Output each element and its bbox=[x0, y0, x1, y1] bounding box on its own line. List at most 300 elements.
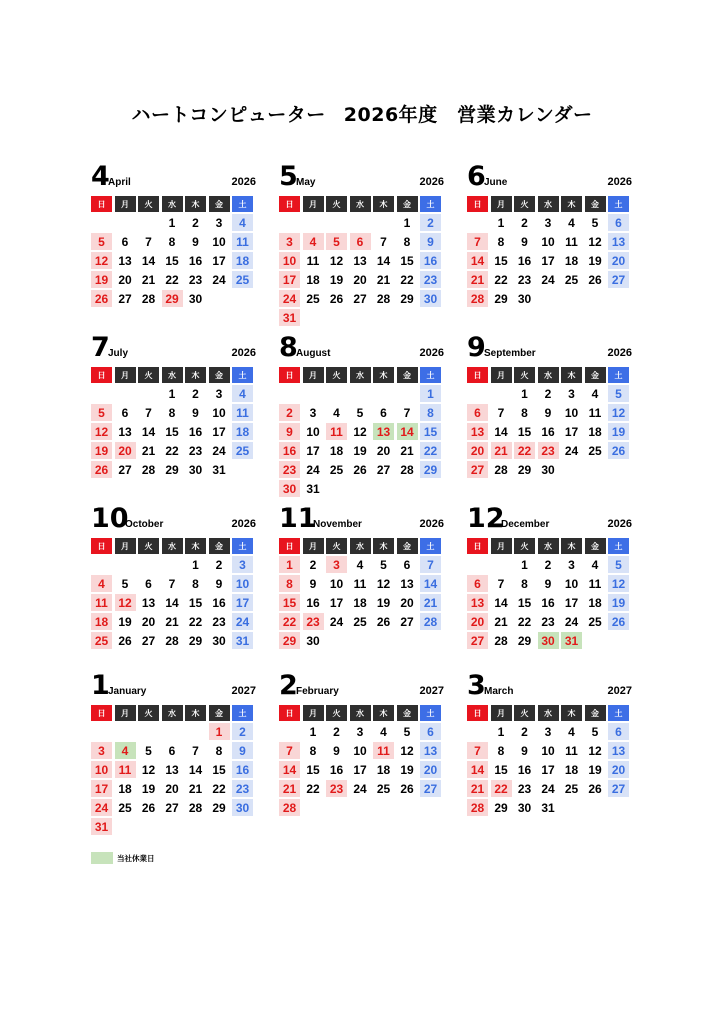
weekday-header: 木 bbox=[373, 538, 394, 554]
weekday-header: 木 bbox=[561, 538, 582, 554]
day-cell: 9 bbox=[544, 405, 552, 420]
day-cell: 26 bbox=[118, 633, 132, 648]
day-cell: 8 bbox=[403, 234, 411, 249]
day-cell: 5 bbox=[91, 404, 112, 421]
month-year: 2026 bbox=[419, 176, 444, 188]
empty-cell bbox=[138, 214, 159, 231]
day-cell: 18 bbox=[353, 595, 367, 610]
month-number: 3 bbox=[467, 670, 486, 701]
day-cell: 31 bbox=[306, 481, 320, 496]
day-cell: 31 bbox=[561, 632, 582, 649]
day-cell: 18 bbox=[564, 253, 579, 268]
day-cell: 17 bbox=[232, 594, 253, 611]
day-cell: 1 bbox=[209, 723, 230, 740]
empty-cell bbox=[162, 723, 183, 740]
day-cell: 28 bbox=[494, 462, 508, 477]
month-year: 2026 bbox=[419, 347, 444, 359]
day-cell: 2 bbox=[521, 724, 528, 739]
weekday-header: 火 bbox=[326, 196, 347, 212]
day-cell: 20 bbox=[400, 595, 414, 610]
weekday-header: 土 bbox=[420, 196, 441, 212]
month-year: 2026 bbox=[607, 347, 632, 359]
empty-cell bbox=[279, 385, 300, 402]
month-name: February bbox=[296, 686, 339, 697]
day-cell: 8 bbox=[168, 405, 176, 420]
day-cell: 7 bbox=[192, 743, 199, 758]
weekday-header: 月 bbox=[115, 705, 136, 721]
empty-cell bbox=[467, 723, 488, 740]
day-cell: 11 bbox=[115, 761, 136, 778]
day-cell: 26 bbox=[588, 272, 602, 287]
day-cell: 3 bbox=[544, 724, 552, 739]
day-cell: 26 bbox=[329, 291, 344, 306]
day-grid bbox=[279, 538, 441, 649]
day-cell: 5 bbox=[591, 215, 599, 230]
weekday-header: 土 bbox=[608, 705, 629, 721]
day-cell: 23 bbox=[212, 614, 226, 629]
day-cell: 30 bbox=[232, 799, 253, 816]
day-cell: 8 bbox=[521, 576, 528, 591]
day-cell: 18 bbox=[564, 762, 579, 777]
empty-cell bbox=[279, 214, 300, 231]
day-cell: 29 bbox=[162, 290, 183, 307]
day-cell: 4 bbox=[380, 724, 387, 739]
day-cell: 17 bbox=[212, 424, 226, 439]
day-cell: 19 bbox=[608, 594, 629, 611]
day-cell: 11 bbox=[353, 576, 367, 591]
weekday-header: 木 bbox=[561, 367, 582, 383]
day-cell: 17 bbox=[306, 443, 320, 458]
day-cell: 30 bbox=[541, 462, 555, 477]
day-cell: 30 bbox=[517, 800, 532, 815]
day-cell: 14 bbox=[141, 253, 156, 268]
day-cell: 4 bbox=[333, 405, 340, 420]
day-cell: 15 bbox=[212, 762, 226, 777]
day-cell: 20 bbox=[141, 614, 156, 629]
empty-cell bbox=[162, 556, 183, 573]
weekday-header: 日 bbox=[467, 367, 488, 383]
day-cell: 21 bbox=[420, 594, 441, 611]
day-cell: 22 bbox=[517, 614, 532, 629]
day-cell: 11 bbox=[232, 233, 253, 250]
day-cell: 11 bbox=[588, 405, 602, 420]
day-cell: 12 bbox=[608, 404, 629, 421]
day-cell: 16 bbox=[329, 762, 344, 777]
day-cell: 1 bbox=[403, 215, 411, 230]
day-cell: 19 bbox=[588, 762, 602, 777]
day-grid bbox=[279, 367, 441, 497]
day-cell: 24 bbox=[329, 614, 344, 629]
weekday-header: 火 bbox=[514, 705, 535, 721]
month-year: 2027 bbox=[231, 685, 256, 697]
weekday-header: 土 bbox=[608, 196, 629, 212]
day-cell: 14 bbox=[467, 252, 488, 269]
weekday-header: 水 bbox=[350, 367, 371, 383]
day-cell: 2 bbox=[309, 557, 317, 572]
day-cell: 22 bbox=[212, 781, 226, 796]
day-cell: 6 bbox=[121, 405, 129, 420]
day-cell: 21 bbox=[494, 614, 508, 629]
day-cell: 15 bbox=[400, 253, 414, 268]
day-cell: 19 bbox=[376, 595, 391, 610]
weekday-header: 土 bbox=[420, 705, 441, 721]
day-cell: 2 bbox=[333, 724, 340, 739]
empty-cell bbox=[138, 556, 159, 573]
empty-cell bbox=[303, 385, 324, 402]
day-cell: 13 bbox=[467, 423, 488, 440]
day-grid bbox=[467, 367, 629, 478]
day-cell: 6 bbox=[168, 743, 176, 758]
month-number: 5 bbox=[279, 161, 298, 192]
month-july bbox=[91, 331, 256, 477]
weekday-header: 火 bbox=[326, 705, 347, 721]
month-number: 8 bbox=[279, 332, 298, 363]
day-cell: 16 bbox=[541, 595, 555, 610]
day-cell: 11 bbox=[232, 404, 253, 421]
day-cell: 28 bbox=[141, 462, 156, 477]
weekday-header: 日 bbox=[91, 705, 112, 721]
empty-cell bbox=[91, 385, 112, 402]
day-cell: 26 bbox=[91, 461, 112, 478]
day-grid bbox=[467, 196, 629, 307]
day-cell: 16 bbox=[232, 761, 253, 778]
day-cell: 16 bbox=[279, 442, 300, 459]
day-cell: 27 bbox=[467, 632, 488, 649]
day-cell: 18 bbox=[588, 424, 602, 439]
day-cell: 25 bbox=[118, 800, 132, 815]
day-cell: 8 bbox=[497, 743, 505, 758]
day-cell: 22 bbox=[279, 613, 300, 630]
day-cell: 3 bbox=[309, 405, 317, 420]
day-cell: 12 bbox=[353, 424, 367, 439]
day-cell: 26 bbox=[588, 781, 602, 796]
day-cell: 24 bbox=[232, 613, 253, 630]
day-cell: 22 bbox=[306, 781, 320, 796]
empty-cell bbox=[279, 723, 300, 740]
weekday-header: 土 bbox=[420, 538, 441, 554]
month-header bbox=[91, 502, 256, 532]
weekday-header: 水 bbox=[538, 705, 559, 721]
day-cell: 28 bbox=[376, 291, 391, 306]
day-cell: 14 bbox=[188, 762, 203, 777]
day-cell: 25 bbox=[91, 632, 112, 649]
day-cell: 18 bbox=[118, 781, 132, 796]
day-cell: 10 bbox=[541, 234, 555, 249]
weekday-header: 金 bbox=[209, 196, 230, 212]
day-cell: 26 bbox=[400, 781, 414, 796]
day-cell: 5 bbox=[608, 385, 629, 402]
day-grid bbox=[91, 196, 253, 307]
month-number: 7 bbox=[91, 332, 110, 363]
day-cell: 17 bbox=[541, 253, 555, 268]
weekday-header: 金 bbox=[585, 538, 606, 554]
day-cell: 7 bbox=[168, 576, 176, 591]
day-cell: 24 bbox=[279, 290, 300, 307]
day-cell: 28 bbox=[420, 613, 441, 630]
month-may bbox=[279, 160, 444, 325]
day-cell: 23 bbox=[517, 781, 532, 796]
month-april bbox=[91, 160, 256, 306]
weekday-header: 月 bbox=[491, 705, 512, 721]
day-cell: 8 bbox=[168, 234, 176, 249]
month-header bbox=[91, 331, 256, 361]
day-cell: 8 bbox=[309, 743, 317, 758]
day-cell: 9 bbox=[215, 576, 223, 591]
weekday-header: 月 bbox=[491, 367, 512, 383]
day-cell: 24 bbox=[564, 614, 579, 629]
day-cell: 19 bbox=[141, 781, 156, 796]
day-cell: 26 bbox=[376, 614, 391, 629]
day-cell: 25 bbox=[564, 781, 579, 796]
month-header bbox=[279, 160, 444, 190]
day-cell: 10 bbox=[564, 576, 579, 591]
empty-cell bbox=[138, 723, 159, 740]
day-cell: 17 bbox=[353, 762, 367, 777]
weekday-header: 水 bbox=[538, 367, 559, 383]
day-cell: 28 bbox=[141, 291, 156, 306]
day-cell: 12 bbox=[608, 575, 629, 592]
day-cell: 9 bbox=[279, 423, 300, 440]
day-cell: 7 bbox=[420, 556, 441, 573]
day-cell: 31 bbox=[279, 309, 300, 326]
day-cell: 13 bbox=[118, 424, 132, 439]
weekday-header: 火 bbox=[138, 196, 159, 212]
day-cell: 8 bbox=[521, 405, 528, 420]
month-march bbox=[467, 669, 632, 815]
month-number: 6 bbox=[467, 161, 486, 192]
day-cell: 5 bbox=[326, 233, 347, 250]
day-cell: 5 bbox=[608, 556, 629, 573]
day-cell: 20 bbox=[165, 781, 179, 796]
day-cell: 22 bbox=[165, 272, 179, 287]
day-grid bbox=[467, 538, 629, 649]
day-cell: 27 bbox=[118, 462, 132, 477]
day-cell: 23 bbox=[303, 613, 324, 630]
month-august bbox=[279, 331, 444, 496]
empty-cell bbox=[373, 214, 394, 231]
weekday-header: 月 bbox=[491, 196, 512, 212]
day-cell: 24 bbox=[353, 781, 367, 796]
weekday-header: 火 bbox=[138, 705, 159, 721]
day-cell: 3 bbox=[215, 386, 223, 401]
day-cell: 23 bbox=[326, 780, 347, 797]
weekday-header: 火 bbox=[326, 538, 347, 554]
day-cell: 12 bbox=[115, 594, 136, 611]
empty-cell bbox=[326, 385, 347, 402]
month-header bbox=[279, 331, 444, 361]
day-cell: 27 bbox=[400, 614, 414, 629]
weekday-header: 水 bbox=[162, 196, 183, 212]
day-cell: 7 bbox=[380, 234, 387, 249]
day-cell: 23 bbox=[517, 272, 532, 287]
day-cell: 29 bbox=[212, 800, 226, 815]
day-cell: 11 bbox=[326, 423, 347, 440]
day-cell: 3 bbox=[356, 724, 364, 739]
day-cell: 8 bbox=[192, 576, 199, 591]
month-header bbox=[279, 669, 444, 699]
day-cell: 12 bbox=[376, 576, 391, 591]
day-cell: 7 bbox=[497, 576, 505, 591]
day-cell: 4 bbox=[232, 385, 253, 402]
month-year: 2026 bbox=[231, 347, 256, 359]
day-cell: 6 bbox=[467, 404, 488, 421]
day-cell: 7 bbox=[497, 405, 505, 420]
month-name: March bbox=[484, 686, 514, 697]
page-title bbox=[0, 100, 724, 127]
weekday-header: 日 bbox=[467, 196, 488, 212]
month-header bbox=[467, 502, 632, 532]
day-cell: 6 bbox=[420, 723, 441, 740]
day-cell: 16 bbox=[541, 424, 555, 439]
day-cell: 12 bbox=[400, 743, 414, 758]
day-cell: 1 bbox=[168, 215, 176, 230]
day-cell: 14 bbox=[467, 761, 488, 778]
company-name: ハートコンピューター bbox=[131, 104, 326, 126]
day-cell: 1 bbox=[168, 386, 176, 401]
day-cell: 26 bbox=[353, 462, 367, 477]
month-header bbox=[467, 160, 632, 190]
weekday-header: 水 bbox=[162, 367, 183, 383]
month-name: July bbox=[108, 348, 129, 359]
day-cell: 15 bbox=[517, 595, 532, 610]
weekday-header: 火 bbox=[514, 196, 535, 212]
day-cell: 18 bbox=[329, 443, 344, 458]
day-cell: 25 bbox=[306, 291, 320, 306]
day-cell: 7 bbox=[467, 233, 488, 250]
empty-cell bbox=[491, 556, 512, 573]
day-cell: 15 bbox=[165, 424, 179, 439]
weekday-header: 木 bbox=[373, 705, 394, 721]
day-cell: 9 bbox=[333, 743, 340, 758]
day-cell: 2 bbox=[521, 215, 528, 230]
day-cell: 13 bbox=[608, 233, 629, 250]
day-cell: 23 bbox=[541, 614, 555, 629]
day-cell: 19 bbox=[353, 443, 367, 458]
weekday-header: 火 bbox=[514, 367, 535, 383]
day-cell: 15 bbox=[306, 762, 320, 777]
day-cell: 6 bbox=[380, 405, 387, 420]
weekday-header: 木 bbox=[185, 196, 206, 212]
weekday-header: 金 bbox=[585, 367, 606, 383]
day-cell: 5 bbox=[403, 724, 411, 739]
day-cell: 28 bbox=[165, 633, 179, 648]
day-cell: 13 bbox=[420, 742, 441, 759]
weekday-header: 月 bbox=[115, 538, 136, 554]
day-cell: 16 bbox=[517, 762, 532, 777]
day-cell: 4 bbox=[232, 214, 253, 231]
weekday-header: 木 bbox=[373, 367, 394, 383]
weekday-header: 土 bbox=[608, 367, 629, 383]
day-cell: 4 bbox=[356, 557, 364, 572]
weekday-header: 火 bbox=[138, 367, 159, 383]
day-grid bbox=[467, 705, 629, 816]
weekday-header: 金 bbox=[397, 538, 418, 554]
day-cell: 13 bbox=[608, 742, 629, 759]
day-cell: 17 bbox=[564, 424, 579, 439]
day-cell: 16 bbox=[212, 595, 226, 610]
empty-cell bbox=[350, 385, 371, 402]
day-cell: 16 bbox=[188, 253, 203, 268]
month-number: 9 bbox=[467, 332, 486, 363]
day-cell: 9 bbox=[232, 742, 253, 759]
empty-cell bbox=[91, 723, 112, 740]
day-cell: 26 bbox=[608, 442, 629, 459]
day-cell: 7 bbox=[467, 742, 488, 759]
day-cell: 20 bbox=[467, 442, 488, 459]
day-cell: 7 bbox=[145, 405, 152, 420]
day-cell: 21 bbox=[491, 442, 512, 459]
weekday-header: 日 bbox=[467, 538, 488, 554]
day-cell: 9 bbox=[420, 233, 441, 250]
day-cell: 13 bbox=[467, 594, 488, 611]
empty-cell bbox=[115, 214, 136, 231]
day-cell: 30 bbox=[212, 633, 226, 648]
month-name: May bbox=[296, 177, 316, 188]
day-cell: 14 bbox=[279, 761, 300, 778]
closed-day-label: 当社休業日 bbox=[117, 853, 155, 863]
day-cell: 21 bbox=[400, 443, 414, 458]
day-cell: 22 bbox=[494, 272, 508, 287]
weekday-header: 火 bbox=[138, 538, 159, 554]
day-cell: 17 bbox=[329, 595, 344, 610]
day-cell: 29 bbox=[517, 462, 532, 477]
empty-cell bbox=[303, 214, 324, 231]
weekday-header: 日 bbox=[279, 705, 300, 721]
day-cell: 18 bbox=[232, 423, 253, 440]
day-cell: 14 bbox=[494, 595, 508, 610]
day-cell: 3 bbox=[215, 215, 223, 230]
month-year: 2026 bbox=[607, 518, 632, 530]
day-cell: 6 bbox=[403, 557, 411, 572]
day-cell: 14 bbox=[494, 424, 508, 439]
empty-cell bbox=[467, 214, 488, 231]
day-cell: 6 bbox=[350, 233, 371, 250]
empty-cell bbox=[326, 214, 347, 231]
day-cell: 4 bbox=[591, 557, 599, 572]
day-grid bbox=[279, 196, 441, 326]
day-cell: 12 bbox=[91, 423, 112, 440]
day-cell: 4 bbox=[568, 724, 575, 739]
day-cell: 22 bbox=[491, 780, 512, 797]
day-cell: 20 bbox=[115, 442, 136, 459]
day-cell: 22 bbox=[165, 443, 179, 458]
day-cell: 20 bbox=[608, 761, 629, 778]
day-cell: 24 bbox=[541, 272, 555, 287]
day-cell: 26 bbox=[141, 800, 156, 815]
day-cell: 9 bbox=[544, 576, 552, 591]
month-december bbox=[467, 502, 632, 648]
month-year: 2027 bbox=[607, 685, 632, 697]
month-name: November bbox=[313, 519, 362, 530]
day-cell: 4 bbox=[303, 233, 324, 250]
day-cell: 10 bbox=[329, 576, 344, 591]
day-cell: 1 bbox=[279, 556, 300, 573]
day-cell: 4 bbox=[591, 386, 599, 401]
month-september bbox=[467, 331, 632, 477]
day-cell: 10 bbox=[353, 743, 367, 758]
day-cell: 14 bbox=[397, 423, 418, 440]
day-cell: 16 bbox=[517, 253, 532, 268]
day-cell: 29 bbox=[188, 633, 203, 648]
day-grid bbox=[91, 367, 253, 478]
empty-cell bbox=[491, 385, 512, 402]
day-cell: 28 bbox=[494, 633, 508, 648]
day-cell: 1 bbox=[309, 724, 317, 739]
weekday-header: 水 bbox=[538, 196, 559, 212]
day-cell: 11 bbox=[91, 594, 112, 611]
weekday-header: 日 bbox=[467, 705, 488, 721]
day-cell: 11 bbox=[565, 743, 578, 758]
